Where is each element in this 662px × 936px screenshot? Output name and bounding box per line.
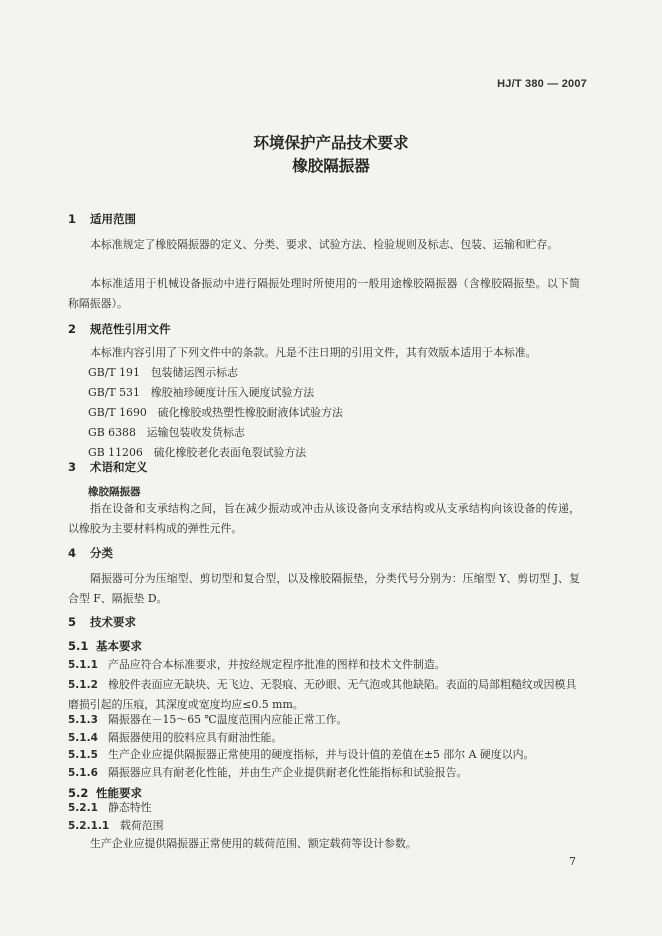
section-4-heading: 4 分类 (68, 546, 113, 560)
requirement-item: 5.1.1 产品应符合本标准要求，并按经规定程序批准的图样和技术文件制造。 (68, 658, 446, 671)
document-subtitle: 橡胶隔振器 (292, 157, 370, 175)
section-2-heading: 2 规范性引用文件 (68, 322, 171, 336)
term-definition: 指在设备和支承结构之间，旨在减少振动或冲击从该设备向支承结构或从支承结构向该设备的传递，以橡胶为主要材料构成的弹性元件。 (68, 502, 580, 535)
section-1-heading: 1 适用范围 (68, 212, 136, 226)
section-4-paragraph: 隔振器可分为压缩型、剪切型和复合型，以及橡胶隔振垫，分类代号分别为：压缩型 Y、剪切型 J、复合型 F、隔振垫 D。 (68, 572, 580, 605)
standard-number: HJ/T 380 — 2007 (497, 78, 587, 90)
reference-item: GB 6388 运输包装收发货标志 (88, 426, 245, 439)
document-title: 环境保护产品技术要求 (253, 134, 409, 152)
reference-item: GB 11206 硫化橡胶老化表面龟裂试验方法 (88, 446, 307, 459)
term-name: 橡胶隔振器 (88, 486, 141, 498)
section-3-heading: 3 术语和定义 (68, 460, 148, 474)
section-1-paragraph-1: 本标准规定了橡胶隔振器的定义、分类、要求、试验方法、检验规则及标志、包装、运输和贮存。 (90, 238, 559, 251)
section-5-last-paragraph: 生产企业应提供隔振器正常使用的载荷范围、额定载荷等设计参数。 (90, 837, 417, 850)
subsection-5-2-heading: 5.2 性能要求 (68, 786, 142, 800)
section-2-intro: 本标准内容引用了下列文件中的条款。凡是不注日期的引用文件，其有效版本适用于本标准。 (90, 346, 537, 359)
reference-item: GB/T 1690 硫化橡胶或热塑性橡胶耐液体试验方法 (88, 406, 343, 419)
page-number: 7 (569, 855, 576, 868)
section-5-heading: 5 技术要求 (68, 615, 136, 629)
reference-item: GB/T 531 橡胶袖珍硬度计压入硬度试验方法 (88, 386, 315, 399)
requirement-item: 5.1.3 隔振器在－15～65 ℃温度范围内应能正常工作。 (68, 713, 348, 726)
requirement-item: 5.1.5 生产企业应提供隔振器正常使用的硬度指标，并与设计值的差值在±5 邵尔 A 硬度以内。 (68, 748, 535, 761)
subsection-5-1-heading: 5.1 基本要求 (68, 639, 142, 653)
subsection-5-2-1-heading: 5.2.1 静态特性 (68, 801, 152, 814)
reference-item: GB/T 191 包装储运图示标志 (88, 366, 238, 379)
section-1-paragraph-2: 本标准适用于机械设备振动中进行隔振处理时所使用的一般用途橡胶隔振器（含橡胶隔振垫。以下简称隔振器）。 (68, 277, 580, 310)
requirement-item: 5.1.2 橡胶件表面应无缺块、无飞边、无裂痕、无砂眼、无气泡或其他缺陷。表面的局部粗糙纹或因模具磨损引起的压痕，其深度或宽度均应≤0.5 mm。 (68, 678, 577, 711)
requirement-item: 5.1.4 隔振器使用的胶料应具有耐油性能。 (68, 731, 283, 744)
subsection-5-2-1-1-heading: 5.2.1.1 载荷范围 (68, 819, 164, 832)
requirement-item: 5.1.6 隔振器应具有耐老化性能，并由生产企业提供耐老化性能指标和试验报告。 (68, 766, 468, 779)
